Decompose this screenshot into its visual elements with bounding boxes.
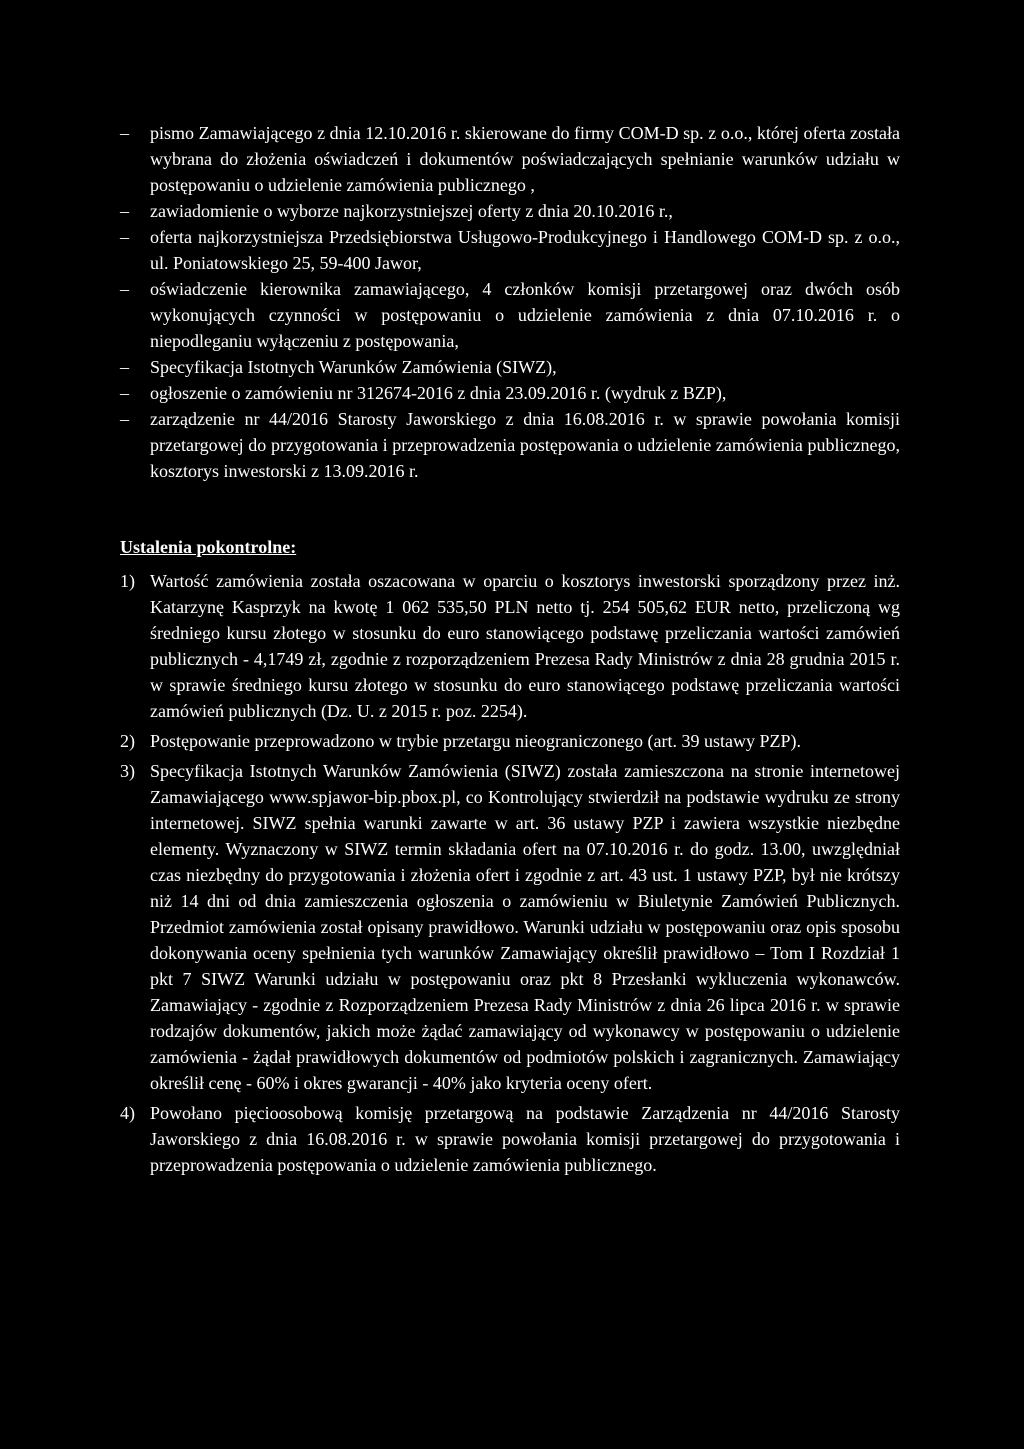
findings-heading: Ustalenia pokontrolne: xyxy=(120,537,297,557)
document-list-text: Specyfikacja Istotnych Warunków Zamówienia (SIWZ), xyxy=(150,357,557,377)
document-list-item xyxy=(120,276,900,354)
document-list-text: oświadczenie kierownika zamawiającego, 4 członków komisji przetargowej oraz dwóch osób wykonujących czynności w postępowaniu o udzielenie zamówienia z dnia 07.10.2016 r. o niepodleganiu wyłączeniu z postępowania, xyxy=(150,279,900,351)
dash-marker: – xyxy=(120,357,129,377)
dash-marker: – xyxy=(120,227,129,247)
document-list-item xyxy=(120,120,900,198)
document-list-item xyxy=(120,406,900,484)
document-list-text: ogłoszenie o zamówieniu nr 312674-2016 z dnia 23.09.2016 r. (wydruk z BZP), xyxy=(150,383,727,403)
finding-text: Postępowanie przeprowadzono w trybie przetargu nieograniczonego (art. 39 ustawy PZP). xyxy=(150,731,801,751)
findings-list xyxy=(120,568,900,1178)
dash-marker: – xyxy=(120,383,129,403)
finding-item xyxy=(120,1100,900,1178)
dash-marker: – xyxy=(120,123,129,143)
document-page xyxy=(120,120,900,1182)
dash-marker: – xyxy=(120,201,129,221)
document-list-item xyxy=(120,224,900,276)
finding-text: Powołano pięcioosobową komisję przetargową na podstawie Zarządzenia nr 44/2016 Starosty Jaworskiego z dnia 16.08.2016 r. w sprawie powołania komisji przetargowej do przygotowania i przeprowadzenia postępowania o udzielenie zamówienia publicznego. xyxy=(150,1103,900,1175)
dash-marker: – xyxy=(120,279,129,299)
document-list-text: pismo Zamawiającego z dnia 12.10.2016 r. skierowane do firmy COM-D sp. z o.o., której oferta została wybrana do złożenia oświadczeń i dokumentów poświadczających spełnianie warunków udziału w postępowaniu o udzielenie zamówienia publicznego , xyxy=(150,123,900,195)
document-list-text: zarządzenie nr 44/2016 Starosty Jaworskiego z dnia 16.08.2016 r. w sprawie powołania komisji przetargowej do przygotowania i przeprowadzenia postępowania o udzielenie zamówienia publicznego, kosztorys inwestorski z 13.09.2016 r. xyxy=(150,409,900,481)
document-list-item xyxy=(120,354,900,380)
finding-number: 3) xyxy=(120,761,135,781)
document-list-item xyxy=(120,380,900,406)
document-list-text: zawiadomienie o wyborze najkorzystniejszej oferty z dnia 20.10.2016 r., xyxy=(150,201,673,221)
document-list-text: oferta najkorzystniejsza Przedsiębiorstwa Usługowo-Produkcyjnego i Handlowego COM-D sp. z o.o., ul. Poniatowskiego 25, 59-400 Jawor, xyxy=(150,227,900,273)
finding-number: 4) xyxy=(120,1103,135,1123)
documents-list xyxy=(120,120,900,484)
finding-text: Specyfikacja Istotnych Warunków Zamówienia (SIWZ) została zamieszczona na stronie internetowej Zamawiającego www.spjawor-bip.pbox.pl, co Kontrolujący stwierdził na podstawie wydruku ze strony internetowej. SIWZ spełnia warunki zawarte w art. 36 ustawy PZP i zawiera wszystkie niezbędne elementy. Wyznaczony w SIWZ termin składania ofert na 07.10.2016 r. do godz. 13.00, uwzględniał czas niezbędny do przygotowania i złożenia ofert i zgodnie z art. 43 ust. 1 ustawy PZP, był nie krótszy niż 14 dni od dnia zamieszczenia ogłoszenia o zamówieniu w Biuletynie Zamówień Publicznych. Przedmiot zamówienia został opisany prawidłowo. Warunki udziału w postępowaniu oraz opis sposobu dokonywania oceny spełnienia tych warunków Zamawiający określił prawidłowo – Tom I Rozdział 1 pkt 7 SIWZ Warunki udziału w postępowaniu oraz pkt 8 Przesłanki wykluczenia wykonawców. Zamawiający - zgodnie z Rozporządzeniem Prezesa Rady Ministrów z dnia 26 lipca 2016 r. w sprawie rodzajów dokumentów, jakich może żądać zamawiający od wykonawcy w postępowaniu o udzielenie zamówienia - żądał prawidłowych dokumentów od podmiotów polskich i zagranicznych. Zamawiający określił cenę - 60% i okres gwarancji - 40% jako kryteria oceny ofert. xyxy=(150,761,900,1093)
finding-number: 1) xyxy=(120,571,135,591)
finding-number: 2) xyxy=(120,731,135,751)
finding-item xyxy=(120,728,900,754)
finding-text: Wartość zamówienia została oszacowana w oparciu o kosztorys inwestorski sporządzony przez inż. Katarzynę Kasprzyk na kwotę 1 062 535,50 PLN netto tj. 254 505,62 EUR netto, przeliczoną wg średniego kursu złotego w stosunku do euro stanowiącego podstawę przeliczania wartości zamówień publicznych - 4,1749 zł, zgodnie z rozporządzeniem Prezesa Rady Ministrów z dnia 28 grudnia 2015 r. w sprawie średniego kursu złotego w stosunku do euro stanowiącego podstawę przeliczania wartości zamówień publicznych (Dz. U. z 2015 r. poz. 2254). xyxy=(150,571,900,721)
document-list-item xyxy=(120,198,900,224)
finding-item xyxy=(120,568,900,724)
dash-marker: – xyxy=(120,409,129,429)
finding-item xyxy=(120,758,900,1096)
